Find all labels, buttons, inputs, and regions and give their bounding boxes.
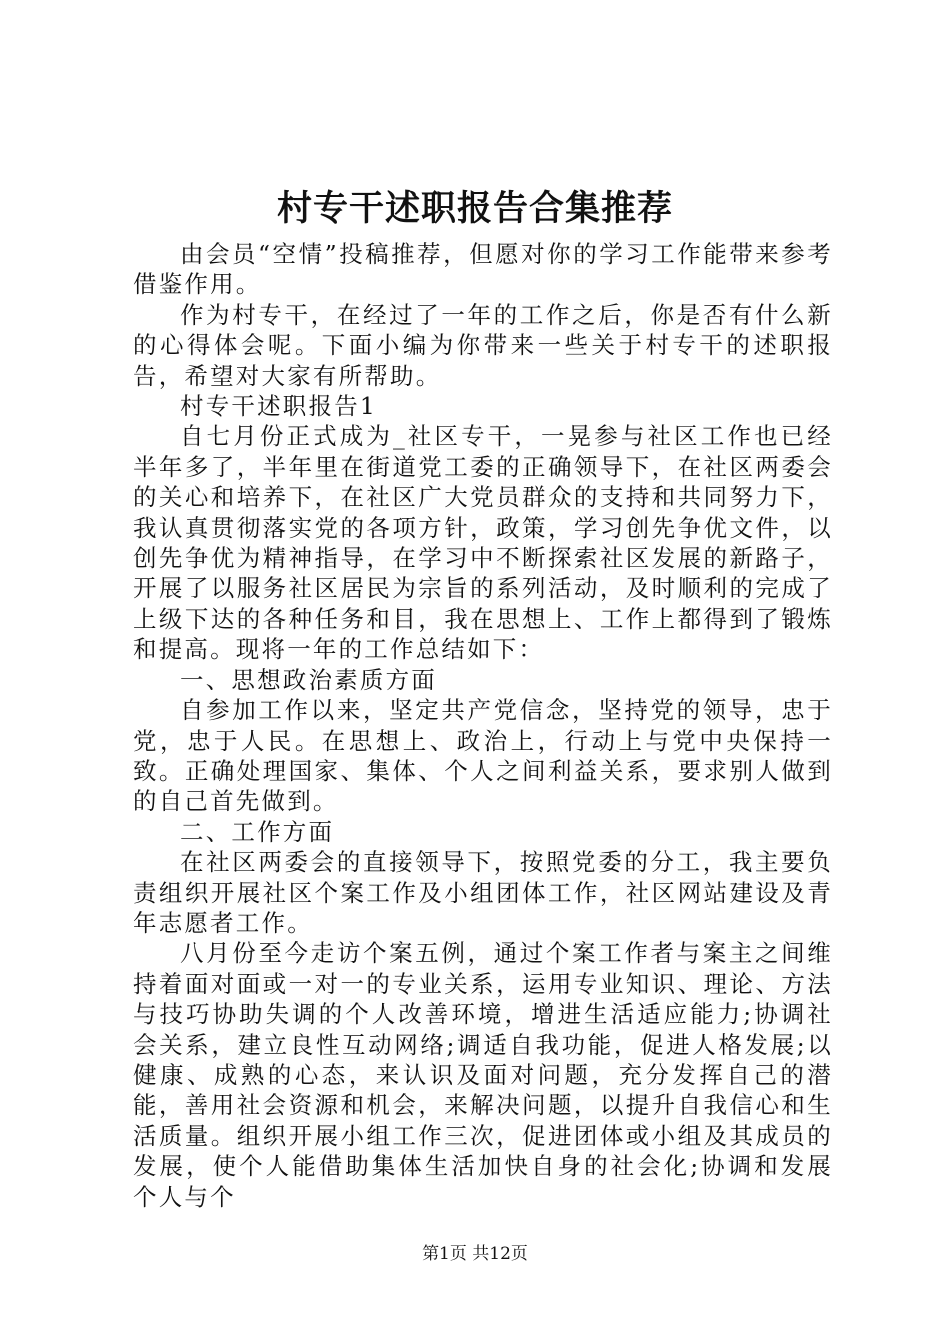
section-heading-work: 二、工作方面 xyxy=(180,817,335,846)
document-title: 村专干述职报告合集推荐 xyxy=(276,188,673,229)
report-heading: 村专干述职报告1 xyxy=(180,392,378,421)
section-heading-political: 一、思想政治素质方面 xyxy=(180,665,437,694)
paragraph-work-duties: 在社区两委会的直接领导下，按照党委的分工，我主要负责组织开展社区个案工作及小组团体工作，社区网站建设及青年志愿者工作。 xyxy=(133,848,833,937)
paragraph-report-opening: 自七月份正式成为_社区专干，一晃参与社区工作也已经半年多了，半年里在街道党工委的正确领导下，在社区两委会的关心和培养下，在社区广大党员群众的支持和共同努力下，我认真贯彻落实党的各项方针，政策，学习创先争优文件，以创先争优为精神指导，在学习中不断探索社区发展的新路子，开展了以服务社区居民为宗旨的系列活动，及时顺利的完成了上级下达的各种任务和目，我在思想上、工作上都得到了锻炼和提高。现将一年的工作总结如下： xyxy=(133,422,833,664)
paragraph-intro: 由会员“空情”投稿推荐，但愿对你的学习工作能带来参考借鉴作用。 xyxy=(133,240,833,299)
paragraph-political: 自参加工作以来，坚定共产党信念，坚持党的领导，忠于党，忠于人民。在思想上、政治上，行动上与党中央保持一致。正确处理国家、集体、个人之间利益关系，要求别人做到的自己首先做到。 xyxy=(133,696,833,816)
paragraph-casework: 八月份至今走访个案五例，通过个案工作者与案主之间维持着面对面或一对一的专业关系，运用专业知识、理论、方法与技巧协助失调的个人改善环境，增进生活适应能力;协调社会关系，建立良性互动网络;调适自我功能，促进人格发展;以健康、成熟的心态，来认识及面对问题，充分发挥自己的潜能，善用社会资源和机会，来解决问题，以提升自我信心和生活质量。组织开展小组工作三次，促进团体或小组及其成员的发展，使个人能借助集体生活加快自身的社会化;协调和发展个人与个 xyxy=(133,939,833,1211)
page-footer: 第1页 共12页 xyxy=(422,1244,528,1264)
paragraph-preface: 作为村专干，在经过了一年的工作之后，你是否有什么新的心得体会呢。下面小编为你带来一些关于村专干的述职报告，希望对大家有所帮助。 xyxy=(133,300,833,390)
document-body xyxy=(133,239,833,1212)
